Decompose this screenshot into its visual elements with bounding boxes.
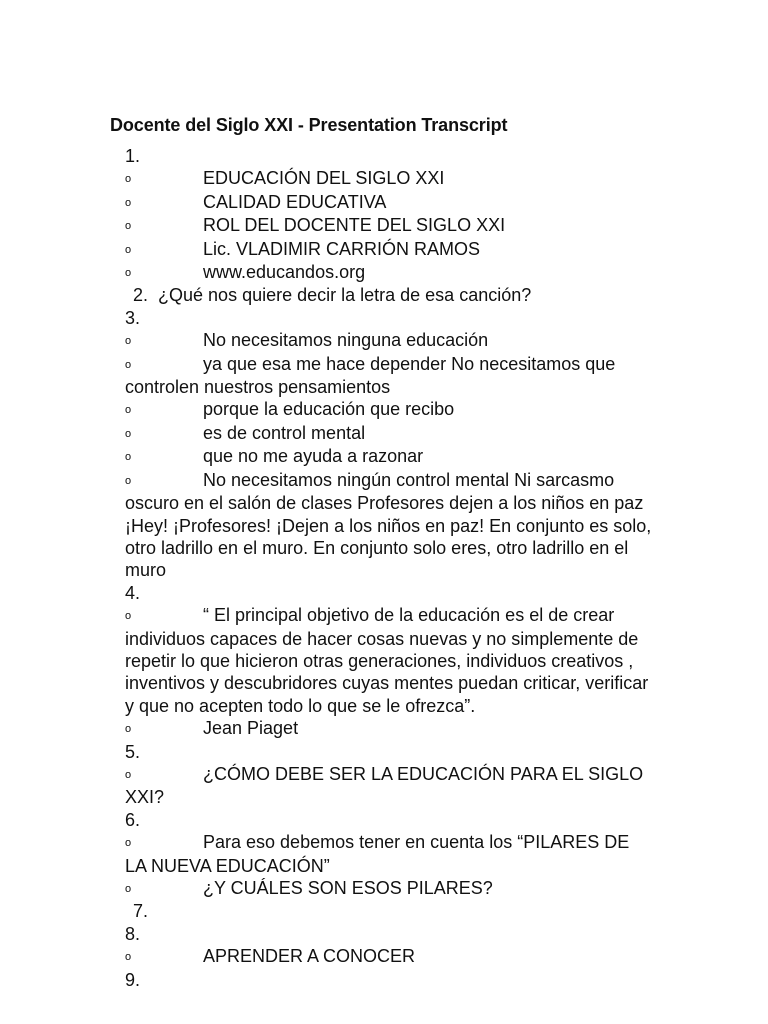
section-number: 6. (125, 809, 141, 830)
list-item: o Lic. VLADIMIR CARRIÓN RAMOS (125, 238, 655, 261)
bullet-icon: o (125, 951, 132, 964)
list-item: o ¿Y CUÁLES SON ESOS PILARES? (125, 877, 655, 900)
bullet-icon: o (125, 267, 132, 280)
list-item: o www.educandos.org (125, 261, 655, 284)
bullet-icon: o (125, 451, 132, 464)
section-line (125, 284, 655, 306)
list-item: o Para eso debemos tener en cuenta los “PILARES DE LA NUEVA EDUCACIÓN” (125, 832, 630, 876)
list-item: o porque la educación que recibo (125, 398, 655, 421)
section-number: 9. (125, 969, 141, 990)
list-item: o No necesitamos ninguna educación (125, 329, 655, 352)
list-item: o es de control mental (125, 422, 655, 445)
bullet-icon: o (125, 474, 132, 487)
bullet-icon: o (125, 427, 132, 440)
bullet-icon: o (125, 196, 132, 209)
bullet-icon: o (125, 404, 132, 417)
list-item: o ROL DEL DOCENTE DEL SIGLO XXI (125, 214, 655, 237)
quote-item: o “ El principal objetivo de la educación es el de crear individuos capaces de hacer cosas nuevas y no simplemente de repetir lo que hicieron otras generaciones, individuos creativos , inventivos y descubridores cuyas mentes puedan criticar, verificar y que no acepten todo lo que se le ofrezca”. (125, 605, 649, 716)
bullet-icon: o (125, 358, 132, 371)
bullet-icon: o (125, 723, 132, 736)
section-text: ¿Qué nos quiere decir la letra de esa canción? (158, 285, 532, 306)
bullet-icon: o (125, 837, 132, 850)
list-item: o ya que esa me hace depender No necesitamos que controlen nuestros pensamientos (125, 353, 616, 398)
bullet-icon: o (125, 883, 132, 895)
list-item: o No necesitamos ningún control mental Ni sarcasmo oscuro en el salón de clases Profesores dejen a los niños en paz ¡Hey! ¡Profesores! ¡Dejen a los niños en paz! En conjunto es solo, otro ladrillo en el muro. En conjunto solo eres, otro ladrillo en el muro (125, 469, 652, 581)
bullet-icon: o (125, 768, 132, 781)
transcript-body (125, 145, 655, 991)
bullet-icon: o (125, 173, 132, 186)
section-number: 5. (125, 741, 141, 762)
section-number: 7. (133, 901, 149, 922)
section-number: 1. (125, 146, 141, 166)
bullet-icon: o (125, 243, 132, 256)
section-number: 3. (125, 307, 141, 328)
bullet-icon: o (125, 610, 132, 623)
list-item: o APRENDER A CONOCER (125, 945, 655, 968)
list-item: o Jean Piaget (125, 717, 655, 740)
list-item: o que no me ayuda a razonar (125, 445, 655, 468)
bullet-icon: o (125, 335, 132, 348)
section-number: 2. (133, 285, 149, 306)
page-title: Docente del Siglo XXI - Presentation Transcript (110, 115, 508, 135)
section-number: 8. (125, 923, 141, 944)
section-number: 4. (125, 582, 141, 603)
list-item: o CALIDAD EDUCATIVA (125, 191, 655, 214)
bullet-icon: o (125, 220, 132, 233)
list-item: o EDUCACIÓN DEL SIGLO XXI (125, 167, 655, 190)
list-item: o ¿CÓMO DEBE SER LA EDUCACIÓN PARA EL SIGLO XXI? (125, 763, 644, 808)
